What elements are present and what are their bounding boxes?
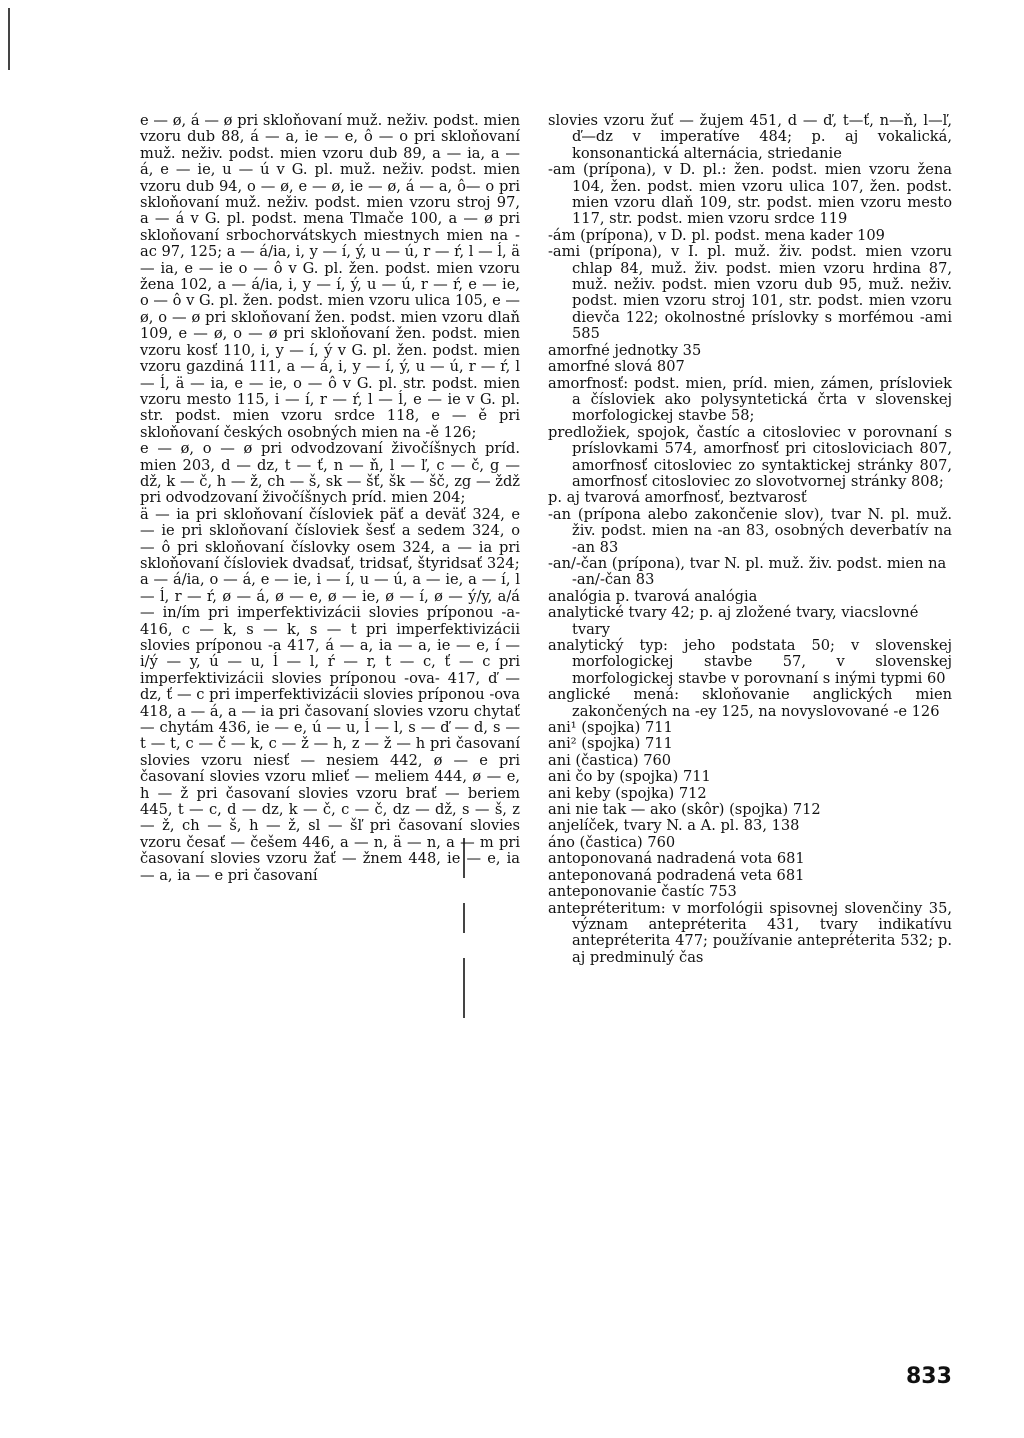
index-entry: anjelíček, tvary N. a A. pl. 83, 138 — [548, 817, 800, 835]
index-entry: analytický typ: jeho podstata 50; v slovenskej morfologickej stavbe 57, v slovenskej morfologickej stavbe v porovnaní s inými typmi 60 — [548, 637, 952, 687]
index-entry: anteponovaná podradená veta 681 — [548, 866, 805, 884]
index-entry: amorfnosť: podst. mien, príd. mien, zámen, prísloviek a čísloviek ako polysyntetická črta v slovenskej morfologickej stavbe 58; — [548, 374, 952, 425]
index-entry: antoponovaná nadradená vota 681 — [548, 850, 805, 868]
index-entry: ani (častica) 760 — [548, 751, 672, 769]
scan-mark-mid-3 — [463, 958, 465, 1018]
scan-mark-top — [8, 8, 10, 70]
left-paragraph: a — á/ia, o — á, e — ie, i — í, u — ú, a — ie, a — í, l — ĺ, r — ŕ, ø — á, ø — e, ø — ie, ø — í, ø — ý/y, a/á — in/ím pri imperfektivizácii slovies príponou -a- 416, c — k, s — k, s — t pri imperfektivizácii slovies príponou -a 417, á — a, ia — a, ie — e, í — i/ý — y, ú — u, ĺ — l, ŕ — r, t — c, ť — c pri imperfektivizácii slovies príponou -ova- 417, ď — dz, ť — c pri imperfektivizácii slovies príponou -ova 418, a — á, a — ia pri časovaní slovies vzoru chytať — chytám 436, ie — e, ú — u, ĺ — l, s — ď — d, s — t — t, c — č — k, c — ž — h, z — ž — h pri časovaní slovies vzoru niesť — nesiem 442, ø — e pri časovaní slovies vzoru mlieť — meliem 444, ø — e, h — ž pri časovaní slovies vzoru brať — beriem 445, t — c, d — dz, k — č, c — č, dz — dž, s — š, z — ž, ch — š, h — ž, sl — šľ pri časovaní slovies vzoru česať — češem 446, a — n, ä — n, a — m pri časovaní slovies vzoru žať — žnem 448, ie — e, ia — a, ia — e pri časovaní — [140, 571, 520, 884]
scan-mark-mid-2 — [463, 903, 465, 933]
index-entry: p. aj tvarová amorfnosť, beztvarosť — [548, 489, 807, 507]
index-entry: -an/-čan (prípona), tvar N. pl. muž. živ. podst. mien na -an/-čan 83 — [548, 554, 947, 589]
index-entry: antepréteritum: v morfológii spisovnej slovenčiny 35, význam antepréterita 431, tvary indikatívu antepréterita 477; používanie antepréterita 532; p. aj predminulý čas — [548, 899, 952, 966]
index-entry: amorfné slová 807 — [548, 358, 685, 376]
index-entry: ani nie tak — ako (skôr) (spojka) 712 — [548, 801, 821, 819]
index-entry: -am (prípona), v D. pl.: žen. podst. mien vzoru žena 104, žen. podst. mien vzoru ulica 107, žen. podst. mien vzoru dlaň 109, str. podst. mien vzoru mesto 117, str. podst. mien vzoru srdce 119 — [548, 161, 952, 228]
index-entry: -ám (prípona), v D. pl. podst. mena kader 109 — [548, 226, 885, 244]
index-entry: áno (častica) 760 — [548, 833, 676, 851]
index-entry: -an (prípona alebo zakončenie slov), tvar N. pl. muž. živ. podst. mien na -an 83, osobných deverbatív na -an 83 — [548, 505, 952, 556]
index-entry: ani čo by (spojka) 711 — [548, 768, 711, 786]
index-entry: ani¹ (spojka) 711 — [548, 719, 673, 737]
right-column — [548, 113, 952, 966]
left-column — [140, 113, 520, 884]
index-entry: analytické tvary 42; p. aj zložené tvary, viacslovné tvary — [548, 604, 919, 638]
index-entry: -ami (prípona), v I. pl. muž. živ. podst. mien vzoru chlap 84, muž. živ. podst. mien vzoru hrdina 87, muž. neživ. podst. mien vzoru dub 95, muž. neživ. podst. mien vzoru stroj 101, str. podst. mien vzoru dievča 122; okolnostné príslovky s morfémou -ami 585 — [548, 243, 952, 343]
index-entry: anglické mená: skloňovanie anglických mien zakončených na -ey 125, na novyslovované -e 126 — [548, 686, 952, 720]
page-number: 833 — [906, 1364, 952, 1389]
index-entry: ani² (spojka) 711 — [548, 735, 673, 753]
index-entry: amorfné jednotky 35 — [548, 341, 702, 359]
index-entry: slovies vzoru žuť — žujem 451, d — ď, t—ť, n—ň, l—ľ, ď—dz v imperatíve 484; p. aj vokalická, konsonantická alternácia, striedanie — [548, 112, 952, 162]
left-paragraph: e — ø, o — ø pri odvodzovaní živočíšnych príd. mien 203, d — dz, t — ť, n — ň, l — ľ, c — č, g — dž, k — č, h — ž, ch — š, sk — šť, šk — šč, zg — ždž pri odvodzovaní živočíšnych príd. mien 204; — [140, 440, 520, 507]
index-entry: predložiek, spojok, častíc a citosloviec v porovnaní s príslovkami 574, amorfnosť pri citosloviciach 807, amorfnosť citosloviec zo syntaktickej stránky 807, amorfnosť citosloviec zo slovotvornej stránky 808; — [548, 423, 952, 490]
index-entry: ani keby (spojka) 712 — [548, 784, 707, 802]
index-entry: analógia p. tvarová analógia — [548, 587, 758, 605]
left-paragraph: e — ø, á — ø pri skloňovaní muž. neživ. podst. mien vzoru dub 88, á — a, ie — e, ô — o pri skloňovaní muž. neživ. podst. mien vzoru dub 89, a — ia, a — á, e — ie, u — ú v G. pl. muž. neživ. podst. mien vzoru dub 94, o — ø, e — ø, ie — ø, á — a, ô— o pri skloňovaní muž. neživ. podst. mien vzoru stroj 97, a — á v G. pl. podst. mena Tlmače 100, a — ø pri skloňovaní srbochorvátskych miestnych mien na -ac 97, 125; a — á/ia, i, y — í, ý, u — ú, r — ŕ, l — ĺ, ä — ia, e — ie o — ô v G. pl. žen. podst. mien vzoru žena 102, a — á/ia, i, y — í, ý, u — ú, r — ŕ, e — ie, o — ô v G. pl. žen. podst. mien vzoru ulica 105, e — ø, o — ø pri skloňovaní žen. podst. mien vzoru dlaň 109, e — ø, o — ø pri skloňovaní žen. podst. mien vzoru kosť 110, i, y — í, ý v G. pl. žen. podst. mien vzoru gazdiná 111, a — á, i, y — í, ý, u — ú, r — ŕ, l — ĺ, ä — ia, e — ie, o — ô v G. pl. str. podst. mien vzoru mesto 115, i — í, r — ŕ, l — ĺ, e — ie v G. pl. str. podst. mien vzoru srdce 118, e — ě pri skloňovaní českých osobných mien na -ě 126; — [140, 112, 520, 441]
left-paragraph: ä — ia pri skloňovaní čísloviek päť a deväť 324, e — ie pri skloňovaní čísloviek šesť a sedem 324, o — ô pri skloňovaní číslovky osem 324, a — ia pri skloňovaní čísloviek dvadsať, tridsať, štyridsať 324; — [140, 505, 520, 572]
index-entry: anteponovanie častíc 753 — [548, 883, 737, 901]
